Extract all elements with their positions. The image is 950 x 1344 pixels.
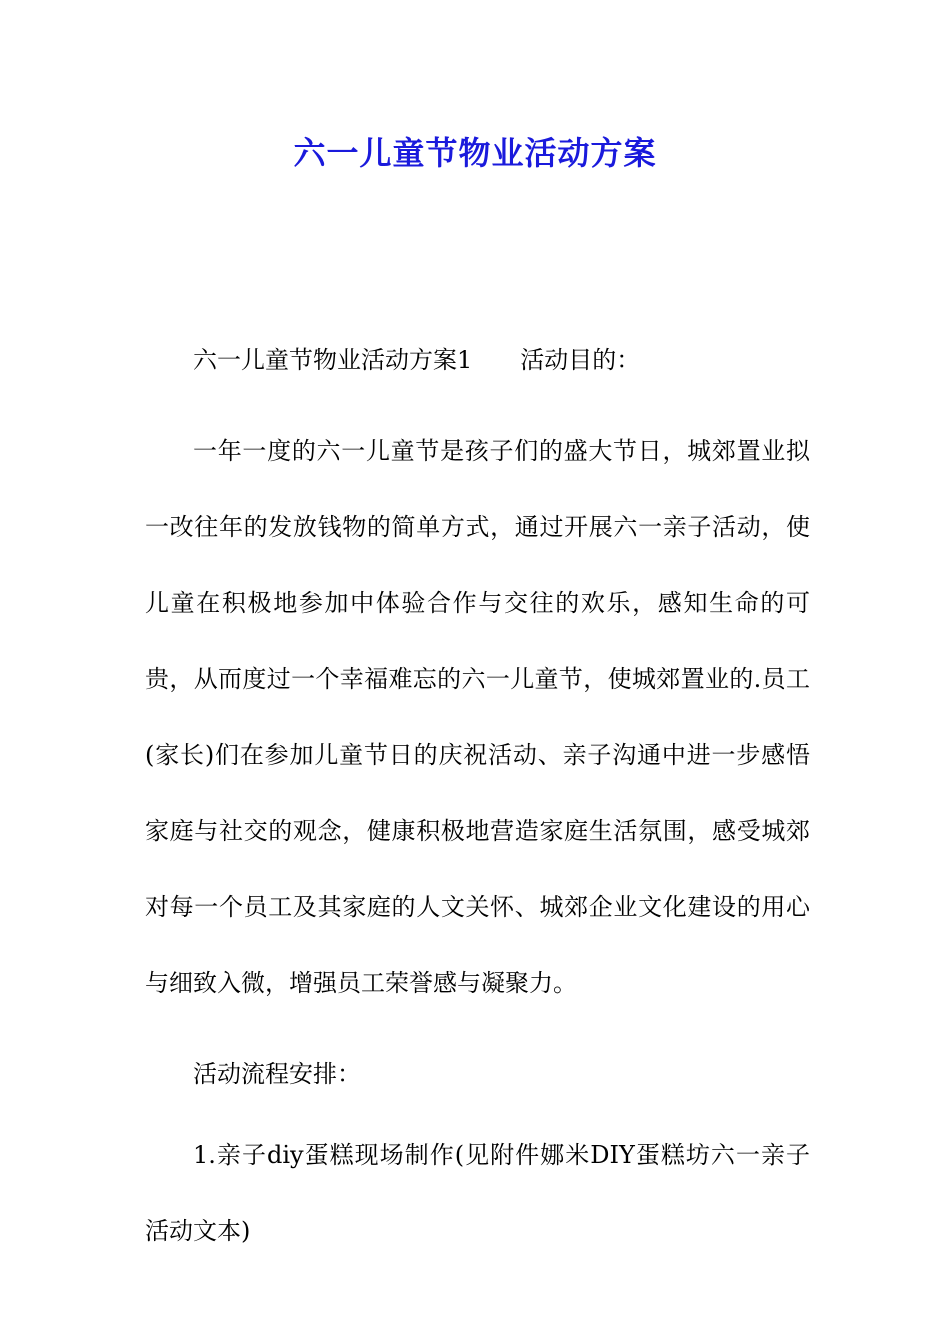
purpose-paragraph: 一年一度的六一儿童节是孩子们的盛大节日，城郊置业拟一改往年的发放钱物的简单方式，通过开展六一亲子活动，使儿童在积极地参加中体验合作与交往的欢乐，感知生命的可贵，从而度过一个幸福难忘的六一儿童节，使城郊置业的.员工(家长)们在参加儿童节日的庆祝活动、亲子沟通中进一步感悟家庭与社交的观念，健康积极地营造家庭生活氛围，感受城郊对每一个员工及其家庭的人文关怀、城郊企业文化建设的用心与细致入微，增强员工荣誉感与凝聚力。	[145, 437, 810, 997]
plan-heading: 六一儿童节物业活动方案1	[193, 346, 473, 374]
purpose-label: 活动目的：	[520, 346, 641, 374]
intro-paragraph	[145, 337, 810, 383]
document-body	[145, 337, 810, 1269]
process-heading: 活动流程安排：	[193, 1060, 361, 1088]
document-title: 六一儿童节物业活动方案	[293, 134, 657, 172]
process-item-1: 1.亲子diy蛋糕现场制作(见附件娜米DIY蛋糕坊六一亲子活动文本)	[145, 1141, 810, 1245]
